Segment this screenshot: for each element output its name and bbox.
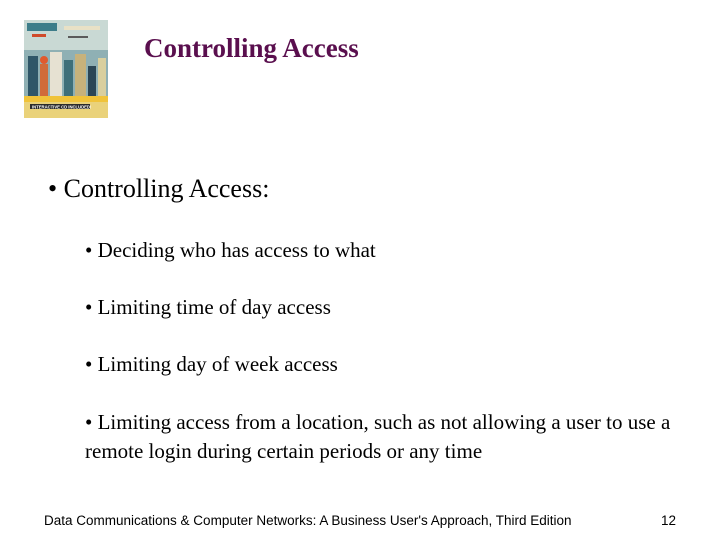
sub-bullet-who-has-access: • Deciding who has access to what <box>85 238 376 262</box>
cover-logo-text: INTERACTIVE CD INCLUDED! <box>32 104 92 110</box>
sub-bullet-time-of-day: • Limiting time of day access <box>85 295 331 319</box>
footer-text: Data Communications & Computer Networks: A Business User's Approach, Third Edition <box>44 513 572 528</box>
sub-bullet-day-of-week: • Limiting day of week access <box>85 352 338 376</box>
book-cover-image <box>24 20 108 118</box>
page-number: 12 <box>661 513 677 528</box>
sub-bullet-location: • Limiting access from a location, such as not allowing a user to use a remote login during certain periods or any time <box>85 410 671 463</box>
slide-title: Controlling Access <box>144 33 359 63</box>
main-bullet: • Controlling Access: <box>48 174 270 203</box>
